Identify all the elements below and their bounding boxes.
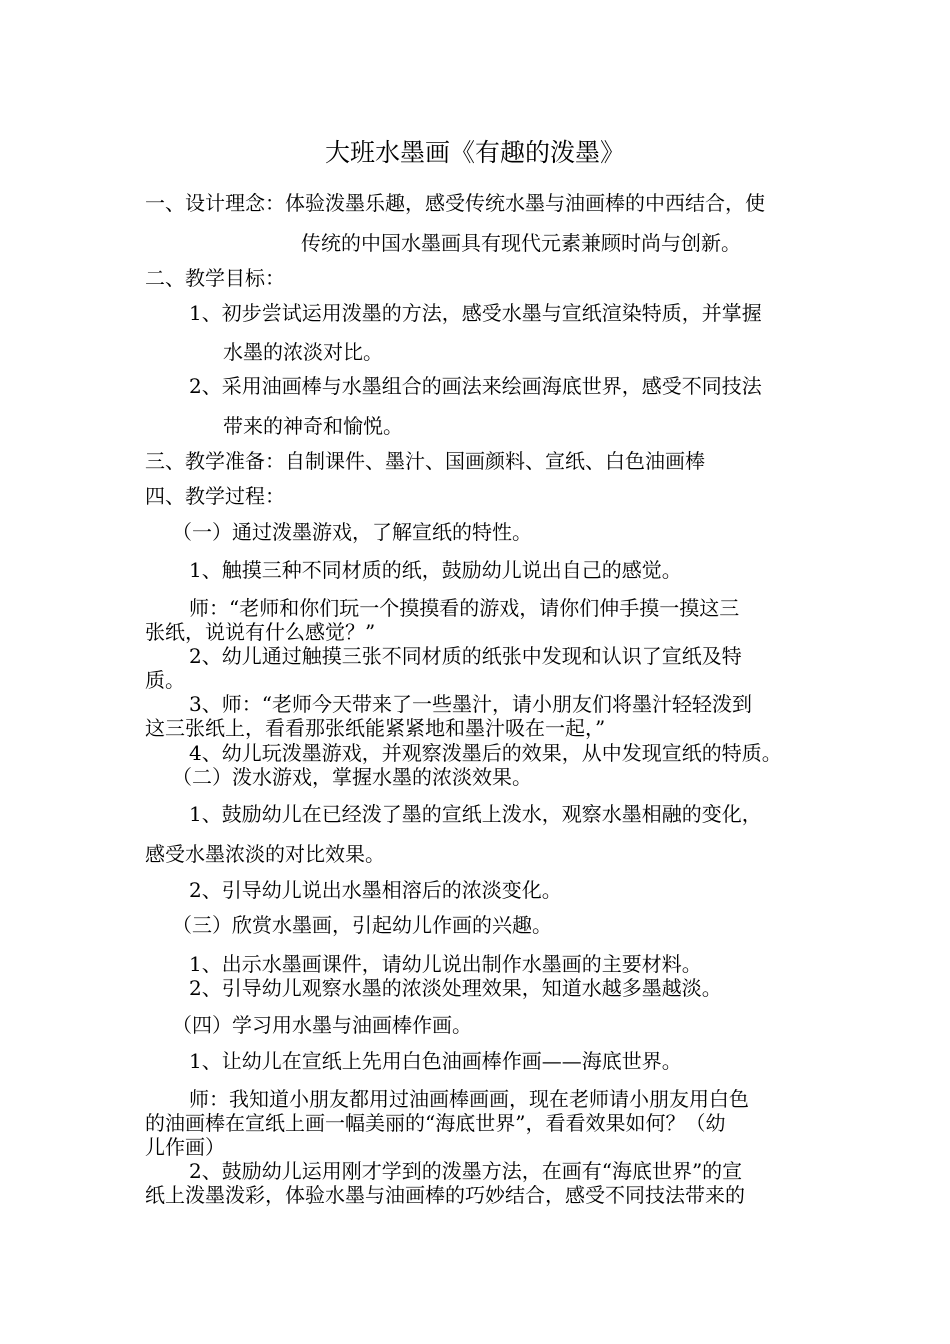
text-line-goals-heading: 二、教学目标： bbox=[145, 266, 285, 290]
text-line-goal-1: 1、初步尝试运用泼墨的方法，感受水墨与宣纸渲染特质，并掌握 bbox=[189, 301, 762, 325]
text-line-step-3-2: 2、引导幼儿观察水墨的浓淡处理效果，知道水越多墨越淡。 bbox=[189, 976, 722, 1000]
text-line-process-heading: 四、教学过程： bbox=[145, 484, 285, 508]
text-line-section-3: （三）欣赏水墨画，引起幼儿作画的兴趣。 bbox=[172, 913, 552, 937]
text-line-step-2-1: 1、鼓励幼儿在已经泼了墨的宣纸上泼水，观察水墨相融的变化， bbox=[189, 802, 762, 826]
text-line-teacher-4-end: 儿作画） bbox=[145, 1135, 225, 1159]
text-line-teacher-4: 师：我知道小朋友都用过油画棒画画，现在老师请小朋友用白色 bbox=[189, 1087, 749, 1111]
text-line-step-1-3-cont: 这三张纸上，看看那张纸能紧紧地和墨汁吸在一起，” bbox=[145, 716, 606, 740]
text-line-step-1-4: 4、幼儿玩泼墨游戏，并观察泼墨后的效果，从中发现宣纸的特质。 bbox=[189, 741, 782, 765]
text-line-goal-2-cont: 带来的神奇和愉悦。 bbox=[223, 414, 403, 438]
text-line-step-1-1: 1、触摸三种不同材质的纸，鼓励幼儿说出自己的感觉。 bbox=[189, 558, 682, 582]
text-line-goal-2: 2、采用油画棒与水墨组合的画法来绘画海底世界，感受不同技法 bbox=[189, 374, 762, 398]
text-line-step-2-2: 2、引导幼儿说出水墨相溶后的浓淡变化。 bbox=[189, 878, 562, 902]
text-line-section-1: （一）通过泼墨游戏，了解宣纸的特性。 bbox=[172, 520, 532, 544]
text-line-design-concept: 一、设计理念：体验泼墨乐趣，感受传统水墨与油画棒的中西结合，使 bbox=[145, 191, 765, 215]
text-line-step-1-3: 3、师：“老师今天带来了一些墨汁，请小朋友们将墨汁轻轻泼到 bbox=[189, 692, 752, 716]
text-line-teacher-1-cont: 张纸，说说有什么感觉？” bbox=[145, 620, 376, 644]
text-line-step-3-1: 1、出示水墨画课件，请幼儿说出制作水墨画的主要材料。 bbox=[189, 952, 702, 976]
text-line-goal-1-cont: 水墨的浓淡对比。 bbox=[223, 340, 383, 364]
text-line-step-4-2: 2、鼓励幼儿运用刚才学到的泼墨方法，在画有“海底世界”的宣 bbox=[189, 1159, 743, 1183]
text-line-step-4-2-cont: 纸上泼墨泼彩，体验水墨与油画棒的巧妙结合，感受不同技法带来的 bbox=[145, 1183, 745, 1207]
text-line-step-4-1: 1、让幼儿在宣纸上先用白色油画棒作画——海底世界。 bbox=[189, 1049, 682, 1073]
document-title: 大班水墨画《有趣的泼墨》 bbox=[324, 138, 625, 167]
text-line-section-2: （二）泼水游戏，掌握水墨的浓淡效果。 bbox=[172, 765, 532, 789]
text-line-section-4: （四）学习用水墨与油画棒作画。 bbox=[172, 1013, 472, 1037]
text-line-step-2-1-cont: 感受水墨浓淡的对比效果。 bbox=[145, 842, 385, 866]
text-line-preparation: 三、教学准备：自制课件、墨汁、国画颜料、宣纸、白色油画棒 bbox=[145, 449, 705, 473]
text-line-design-concept-cont: 传统的中国水墨画具有现代元素兼顾时尚与创新。 bbox=[301, 231, 741, 255]
text-line-teacher-1: 师：“老师和你们玩一个摸摸看的游戏，请你们伸手摸一摸这三 bbox=[189, 596, 740, 620]
text-line-step-1-2-cont: 质。 bbox=[145, 668, 185, 692]
text-line-step-1-2: 2、幼儿通过触摸三张不同材质的纸张中发现和认识了宣纸及特 bbox=[189, 644, 742, 668]
text-line-teacher-4-cont: 的油画棒在宣纸上画一幅美丽的“海底世界”，看看效果如何？（幼 bbox=[145, 1111, 726, 1135]
